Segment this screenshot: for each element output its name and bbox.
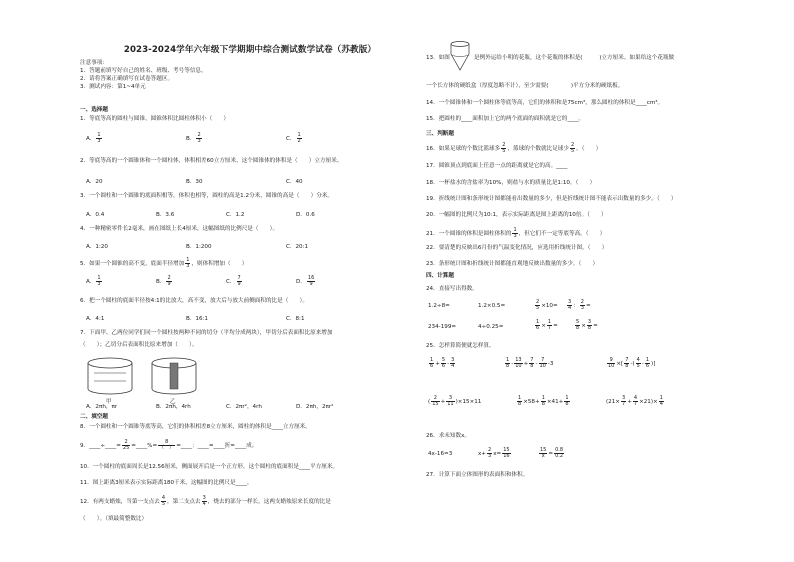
calc-item: 1.2×0.5= — [478, 303, 506, 309]
q7-option-b: B．2πh，4rh — [156, 404, 191, 410]
calc-item: $\frac{2}{5}$ ×10= — [536, 299, 558, 311]
question-10: 10．一个圆柱的底面周长是12.56厘米，侧面展开后是一个正方形，这个圆柱的底面积是____平方厘米。 — [80, 464, 339, 470]
q2-option-a: A．20 — [86, 179, 103, 185]
q7-option-a: A．2πh，πr — [86, 404, 118, 410]
cylinder-jia — [88, 358, 132, 394]
question-20: 20．一幅图的比例尺为10:1，表示实际距离是图上距离的10倍。（ ） — [426, 212, 607, 218]
q4-option-c: C．20:1 — [286, 244, 309, 250]
question-7-cont: （ ）；乙切分后表面积比原来增加（ ）。 — [80, 342, 198, 348]
question-17: 17．圆锥顶点到底面上任意一点的距离就是它的高。____ — [426, 163, 568, 169]
section-fill: 二、填空题 — [80, 414, 108, 420]
q4-option-b: B．1:200 — [186, 244, 212, 250]
question-3: 3．一个圆柱和一个圆锥的底面积相等，体积也相等，圆柱的高是1.2分米，圆锥的高是（ ）分米。 — [80, 193, 333, 199]
calc-expr: $\frac{9}{10}$ ×[ $\frac{7}{8}$ -( $\frac{4}{5}$ - $\frac{1}{6}$ )] — [608, 357, 656, 369]
calc-expr: (21× $\frac{3}{7}$ + $\frac{4}{7}$ ×21)× $\frac{1}{4}$ — [606, 395, 663, 407]
question-12-cont: （ ）。（填最简整数比） — [80, 516, 148, 522]
q5-option-d: D． $\frac{16}{9}$ — [296, 275, 315, 287]
question-27: 27．计算下面立体图形的表面积和体积。 — [426, 472, 529, 478]
label-yi: 乙 — [170, 399, 176, 405]
question-15: 15．把圆柱的____面积加上它的两个底面的面积就是它的____。 — [426, 116, 585, 122]
section-calc: 四、计算题 — [426, 273, 454, 279]
q6-option-c: C．8:1 — [286, 316, 305, 322]
question-25: 25．怎样算简便就怎样算。 — [426, 343, 495, 349]
question-23: 23．条形统计图和折线统计图都能直观地反映出数量的多少。（ ） — [426, 261, 599, 267]
q3-option-d: D．0.6 — [296, 212, 315, 218]
section-choice: 一、选择题 — [80, 107, 108, 113]
q3-option-a: A．0.4 — [86, 212, 105, 218]
equation: $\frac{15}{x}$ = $\frac{0.8}{0.2}$ — [540, 447, 564, 459]
q7-option-d: D．2πh，2πr² — [296, 404, 334, 410]
question-14: 14．一个圆锥体和一个圆柱体等底等高，它们的体积和是75cm³，那么圆柱的体积是____cm³。 — [426, 100, 664, 106]
fraction: $\frac{2}{3}$ — [197, 132, 201, 144]
question-26: 26．求未知数x。 — [426, 433, 470, 439]
calc-item: 234-199= — [428, 324, 457, 330]
equation: 4x-16=3 — [428, 451, 453, 457]
question-18: 18．一杯盐水的含盐率为10%，则盐与水的质量比是1:10。（ ） — [426, 180, 596, 186]
question-2: 2．等底等高的一个圆锥体和一个圆柱体，体积相差60立方厘米，这个圆锥体的体积是（ ）立方厘米。 — [80, 158, 343, 164]
page-title: 2023-2024学年六年级下学期期中综合测试数学试卷（苏教版） — [123, 45, 377, 55]
note-item: 2．请将答案正确填写在试卷答题区。 — [80, 76, 174, 82]
q7-option-c: C．2πr²，4rh — [226, 404, 262, 410]
calc-item: $\frac{1}{6}$ × $\frac{1}{7}$ = — [536, 319, 558, 331]
q3-option-c: C．1.2 — [226, 212, 245, 218]
question-8: 8．一个圆柱和一个圆锥等底等高，它们的体积相差8立方厘米，圆柱的体积是____立方厘米。 — [80, 424, 311, 430]
question-21: 21．一个圆锥的体积是圆柱体积的 $\frac{1}{3}$ ，但它们不一定等底等高。（ ） — [426, 227, 606, 239]
q4-option-a: A．1:20 — [86, 244, 108, 250]
q5-option-c: C． $\frac{7}{9}$ — [226, 275, 241, 287]
calc-item: $\frac{5}{8}$ × $\frac{3}{8}$ = — [576, 319, 598, 331]
q5-option-b: B． $\frac{2}{9}$ — [156, 275, 171, 287]
question-22: 22．要清楚的反映出6月份的气温变化情况，应选用折线统计图。（ ） — [426, 245, 608, 251]
question-24: 24．直接写出得数。 — [426, 286, 478, 292]
fraction: $\frac{1}{3}$ — [97, 132, 101, 144]
calc-item: 4÷0.25= — [478, 324, 504, 330]
equation: x+ $\frac{2}{3}$ x= $\frac{15}{16}$ — [478, 447, 510, 459]
question-19: 19．折线统计图和条形统计图都能看出数量的多少，但是折线统计图不能表示出数量的多少。（ ） — [426, 196, 677, 202]
calc-item: 1.2÷8= — [428, 303, 450, 309]
fraction: $\frac{1}{2}$ — [297, 132, 301, 144]
question-9: 9．____÷____= $\frac{2}{25}$ =____%= $\frac{8}{( )}$ =____：____=____折=____成。 — [80, 439, 258, 451]
question-6: 6．把一个圆柱的底面半径按4:1的比放大，高不变，放大后与放大前侧面积的比是（ ）。 — [80, 298, 308, 304]
label-jia: 甲 — [106, 399, 112, 405]
question-16: 16．如果足球的个数比篮球多 $\frac{2}{5}$ ，篮球的个数就比足球少 $\frac{2}{5}$ 。（ ） — [426, 142, 602, 154]
fraction: $\frac{1}{3}$ — [186, 257, 190, 269]
question-5: 5．如果一个圆锥的高不变，底面半径增加 $\frac{1}{3}$ ，则体积增加（ ） — [80, 257, 248, 269]
question-1: 1．等底等高的圆柱与圆锥，圆锥体积比圆柱体积小（ ） — [80, 116, 229, 122]
q2-option-c: C．40 — [286, 179, 303, 185]
cylinder-figures — [84, 355, 204, 401]
section-judge: 三、判断题 — [426, 131, 454, 137]
question-13-cont: 一个长方体的硬纸盒（厚度忽略不计），至少需要( )平方分米的硬纸板。 — [426, 83, 624, 89]
question-7: 7．下面甲、乙两位同学们同一个圆柱按两种不同的切分（平均分成两块），甲切分后表面积比原来增加 — [80, 330, 333, 336]
note-item: 3．测试内容：第1~4单元 — [80, 84, 146, 90]
calc-expr: ( $\frac{2}{15}$ + $\frac{3}{11}$ )×15×11 — [428, 395, 482, 407]
notes-heading: 注意事项： — [80, 60, 108, 66]
question-11: 11．图上距离3厘米表示实际距离180千米，这幅图的比例尺是____。 — [80, 480, 253, 486]
q5-option-a: A． $\frac{1}{3}$ — [86, 275, 101, 287]
calc-item: $\frac{3}{4}$ ： $\frac{2}{3}$ = — [568, 299, 591, 311]
calc-expr: $\frac{1}{8}$ - $\frac{13}{10}$ + $\frac{7}{8}$ - $\frac{7}{10}$ -3 — [506, 357, 554, 369]
question-13: 13．如图 — [426, 55, 450, 61]
question-13-text: 是例外运给小明的花瓶，这个花瓶的体积是( )立方厘米。如果给这个花瓶做 — [474, 55, 675, 61]
calc-expr: $\frac{1}{6}$ + $\frac{5}{6}$ - $\frac{3}{4}$ — [430, 357, 455, 369]
q1-option-a: A． $\frac{1}{3}$ — [86, 132, 101, 144]
question-12: 12．有两支蜡烛，当第一支点去 $\frac{4}{5}$ ，第二支点去 $\frac{3}{4}$ ，烧去的部分一样长，这两支蜡烛原来长度的比是 — [80, 495, 331, 507]
q3-option-b: B．3.6 — [156, 212, 175, 218]
cylinder-yi — [152, 358, 196, 394]
question-4: 4．一种精密零件长2毫米，画在图纸上长4厘米，这幅图纸的比例尺是（ ）。 — [80, 226, 279, 232]
q1-option-b: B． $\frac{2}{3}$ — [186, 132, 201, 144]
note-item: 1．答题前填写好自己的姓名、班级、考号等信息。 — [80, 68, 207, 74]
calc-expr: $\frac{1}{8}$ ×58+ $\frac{1}{8}$ ×41+ $\frac{1}{8}$ — [518, 395, 569, 407]
q1-option-c: C． $\frac{1}{2}$ — [286, 132, 301, 144]
q6-option-a: A．4:1 — [86, 316, 105, 322]
q6-option-b: B．16:1 — [186, 316, 208, 322]
q2-option-b: B．30 — [186, 179, 203, 185]
vase-figure — [448, 40, 472, 76]
